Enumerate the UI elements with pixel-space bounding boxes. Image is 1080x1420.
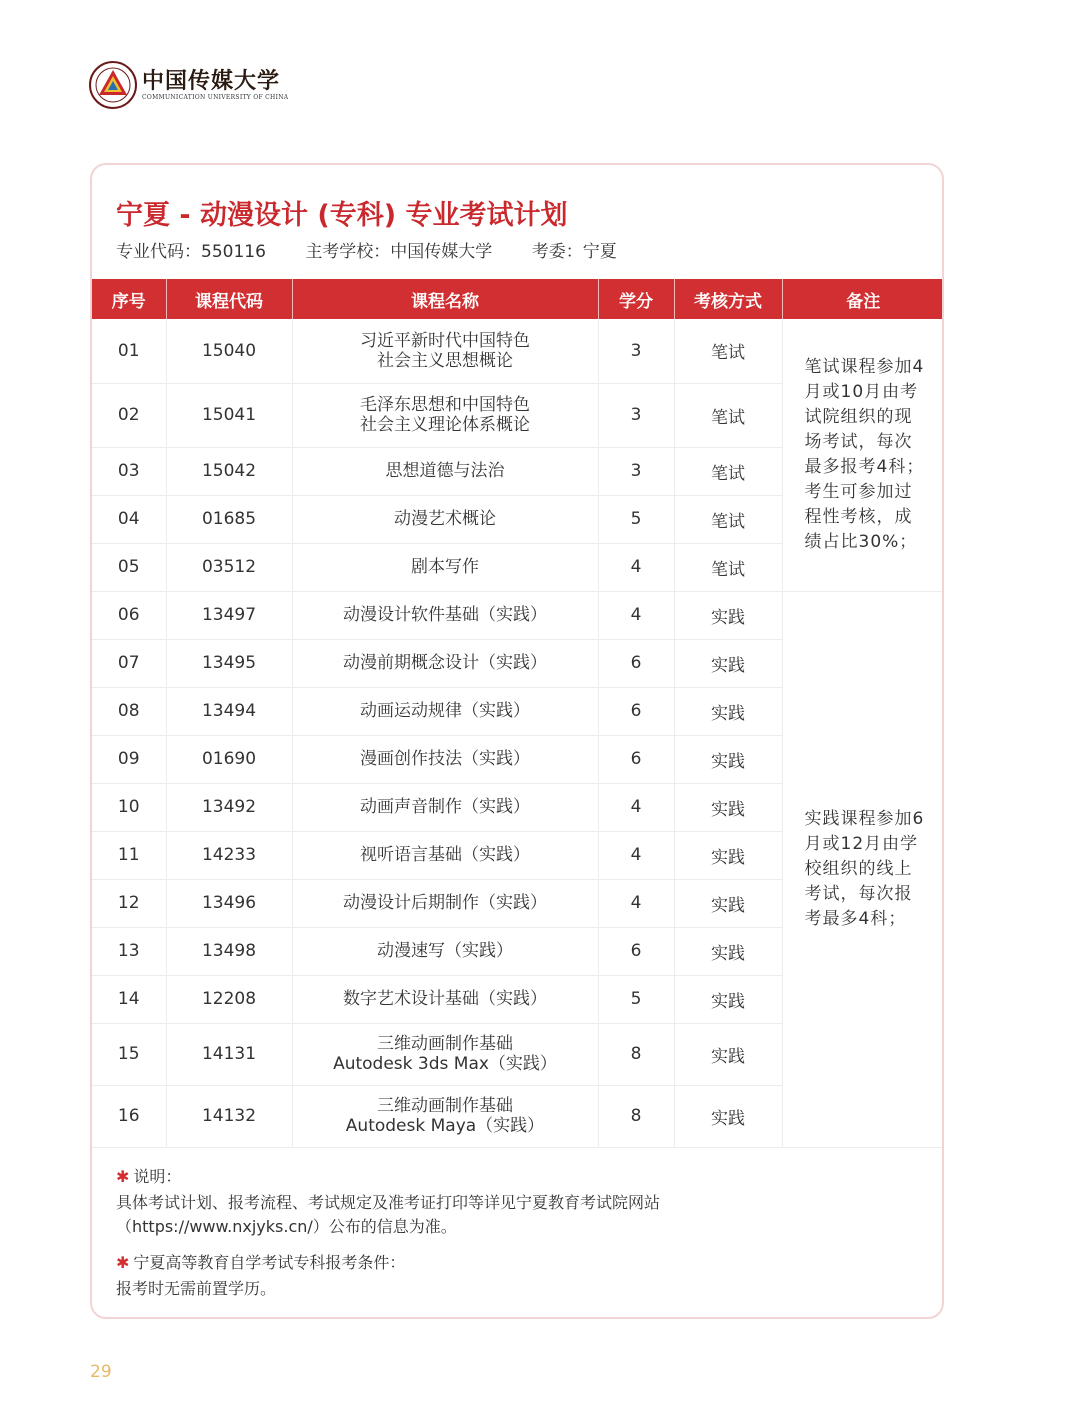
cell-method: 实践 (674, 831, 782, 879)
cell-no: 09 (92, 735, 166, 783)
logo-name-en: COMMUNICATION UNIVERSITY OF CHINA (142, 94, 289, 101)
cell-code: 13492 (166, 783, 292, 831)
course-name-line-1: 动漫艺术概论 (394, 509, 496, 529)
cell-no: 15 (92, 1023, 166, 1085)
major-meta (116, 237, 651, 262)
cell-code: 15040 (166, 319, 292, 383)
cell-method: 笔试 (674, 447, 782, 495)
cell-method: 笔试 (674, 543, 782, 591)
table-header-row (92, 279, 944, 319)
cell-no: 08 (92, 687, 166, 735)
cell-method: 实践 (674, 975, 782, 1023)
cell-credit: 3 (598, 383, 674, 447)
cell-code: 14131 (166, 1023, 292, 1085)
table-row (92, 591, 944, 639)
cell-method: 笔试 (674, 319, 782, 383)
host-school: 主考学校：中国传媒大学 (305, 242, 493, 262)
remark-practice: 实践课程参加6月或12月由学校组织的线上考试，每次报考最多4科； (782, 591, 944, 1147)
cell-course-name (292, 591, 598, 639)
cell-credit: 6 (598, 639, 674, 687)
exam-plan-card (90, 163, 944, 1319)
cell-course-name (292, 543, 598, 591)
cell-credit: 3 (598, 319, 674, 383)
cell-code: 13497 (166, 591, 292, 639)
course-name-line-1: 动画声音制作（实践） (360, 797, 530, 817)
cell-no: 13 (92, 927, 166, 975)
cell-course-name (292, 1085, 598, 1147)
cell-no: 11 (92, 831, 166, 879)
cell-credit: 5 (598, 495, 674, 543)
cell-method: 实践 (674, 1085, 782, 1147)
cell-course-name (292, 1023, 598, 1085)
cell-code: 14132 (166, 1085, 292, 1147)
cell-code: 14233 (166, 831, 292, 879)
cell-no: 05 (92, 543, 166, 591)
note-body-2: 报考时无需前置学历。 (116, 1279, 277, 1298)
cell-method: 实践 (674, 927, 782, 975)
cell-credit: 4 (598, 783, 674, 831)
cell-method: 实践 (674, 735, 782, 783)
cell-code: 13495 (166, 639, 292, 687)
logo-name-cn: 中国传媒大学 (142, 68, 281, 94)
course-name-line-1: 数字艺术设计基础（实践） (343, 989, 547, 1009)
cell-method: 实践 (674, 879, 782, 927)
cell-code: 15041 (166, 383, 292, 447)
course-name-line-1: 三维动画制作基础 (377, 1034, 513, 1054)
cell-credit: 6 (598, 927, 674, 975)
cell-no: 01 (92, 319, 166, 383)
course-name-line-1: 习近平新时代中国特色 (360, 330, 530, 351)
cell-credit: 3 (598, 447, 674, 495)
course-name-line-1: 漫画创作技法（实践） (360, 749, 530, 769)
note-heading-1-text: 说明： (133, 1167, 182, 1186)
cell-credit: 4 (598, 591, 674, 639)
cell-credit: 4 (598, 831, 674, 879)
course-name-line-1: 毛泽东思想和中国特色 (360, 395, 530, 415)
cell-code: 01685 (166, 495, 292, 543)
note-heading-2-text: 宁夏高等教育自学考试专科报考条件： (133, 1253, 406, 1272)
course-name-line-1: 动漫速写（实践） (377, 941, 513, 961)
cell-method: 实践 (674, 1023, 782, 1085)
cell-credit: 8 (598, 1023, 674, 1085)
cell-no: 02 (92, 383, 166, 447)
cell-course-name (292, 383, 598, 447)
col-header-method: 考核方式 (674, 279, 782, 319)
cell-course-name (292, 831, 598, 879)
col-header-no: 序号 (92, 279, 166, 319)
course-name-line-1: 动漫设计软件基础（实践） (343, 605, 547, 625)
cell-no: 07 (92, 639, 166, 687)
course-name-line-1: 剧本写作 (411, 557, 479, 577)
cell-no: 16 (92, 1085, 166, 1147)
cell-no: 03 (92, 447, 166, 495)
cell-course-name (292, 927, 598, 975)
cell-no: 12 (92, 879, 166, 927)
university-logo (88, 60, 289, 110)
col-header-code: 课程代码 (166, 279, 292, 319)
course-name-line-2: Autodesk Maya（实践） (345, 1116, 545, 1136)
course-table (92, 279, 944, 1148)
cell-course-name (292, 687, 598, 735)
cell-course-name (292, 319, 598, 383)
course-name-line-1: 动漫前期概念设计（实践） (343, 653, 547, 673)
exam-committee: 考委：宁夏 (531, 242, 617, 262)
cell-method: 笔试 (674, 383, 782, 447)
remark-written: 笔试课程参加4月或10月由考试院组织的现场考试，每次最多报考4科；考生可参加过程性考核，成绩占比30%； (782, 319, 944, 591)
major-code: 专业代码：550116 (116, 242, 266, 262)
cell-code: 01690 (166, 735, 292, 783)
cell-credit: 5 (598, 975, 674, 1023)
cell-no: 06 (92, 591, 166, 639)
cell-no: 10 (92, 783, 166, 831)
cell-course-name (292, 447, 598, 495)
col-header-credit: 学分 (598, 279, 674, 319)
cell-method: 实践 (674, 783, 782, 831)
cell-method: 实践 (674, 591, 782, 639)
cell-credit: 6 (598, 735, 674, 783)
cell-credit: 4 (598, 879, 674, 927)
note-heading-2 (116, 1251, 916, 1275)
cell-no: 14 (92, 975, 166, 1023)
cell-code: 13496 (166, 879, 292, 927)
cell-method: 实践 (674, 687, 782, 735)
course-name-line-1: 动画运动规律（实践） (360, 701, 530, 721)
cell-method: 笔试 (674, 495, 782, 543)
cell-code: 12208 (166, 975, 292, 1023)
cell-course-name (292, 975, 598, 1023)
course-name-line-1: 视听语言基础（实践） (360, 845, 530, 865)
cell-no: 04 (92, 495, 166, 543)
cell-credit: 6 (598, 687, 674, 735)
course-name-line-2: 社会主义思想概论 (377, 350, 513, 371)
cell-course-name (292, 495, 598, 543)
notes-section (116, 1165, 916, 1313)
asterisk-icon: ✱ (116, 1167, 130, 1186)
cell-credit: 8 (598, 1085, 674, 1147)
cell-course-name (292, 735, 598, 783)
cell-code: 15042 (166, 447, 292, 495)
note-heading-1 (116, 1165, 916, 1189)
note-body-1: 具体考试计划、报考流程、考试规定及准考证打印等详见宁夏教育考试院网站 （https://www.nxjyks.cn/）公布的信息为准。 (116, 1193, 661, 1236)
course-name-line-2: 社会主义理论体系概论 (360, 415, 530, 435)
course-name-line-1: 动漫设计后期制作（实践） (343, 893, 547, 913)
cell-code: 03512 (166, 543, 292, 591)
cell-course-name (292, 639, 598, 687)
page-title: 宁夏 - 动漫设计 (专科) 专业考试计划 (116, 200, 568, 231)
page-number: 29 (90, 1362, 112, 1382)
cell-course-name (292, 783, 598, 831)
col-header-remark: 备注 (782, 279, 944, 319)
course-name-line-2: Autodesk 3ds Max（实践） (333, 1054, 557, 1074)
cell-code: 13494 (166, 687, 292, 735)
cell-credit: 4 (598, 543, 674, 591)
course-name-line-1: 三维动画制作基础 (377, 1096, 513, 1116)
asterisk-icon: ✱ (116, 1253, 130, 1272)
col-header-name: 课程名称 (292, 279, 598, 319)
cell-method: 实践 (674, 639, 782, 687)
course-name-line-1: 思想道德与法治 (385, 461, 505, 481)
university-emblem-icon (88, 60, 138, 110)
table-row (92, 319, 944, 383)
cell-code: 13498 (166, 927, 292, 975)
cell-course-name (292, 879, 598, 927)
